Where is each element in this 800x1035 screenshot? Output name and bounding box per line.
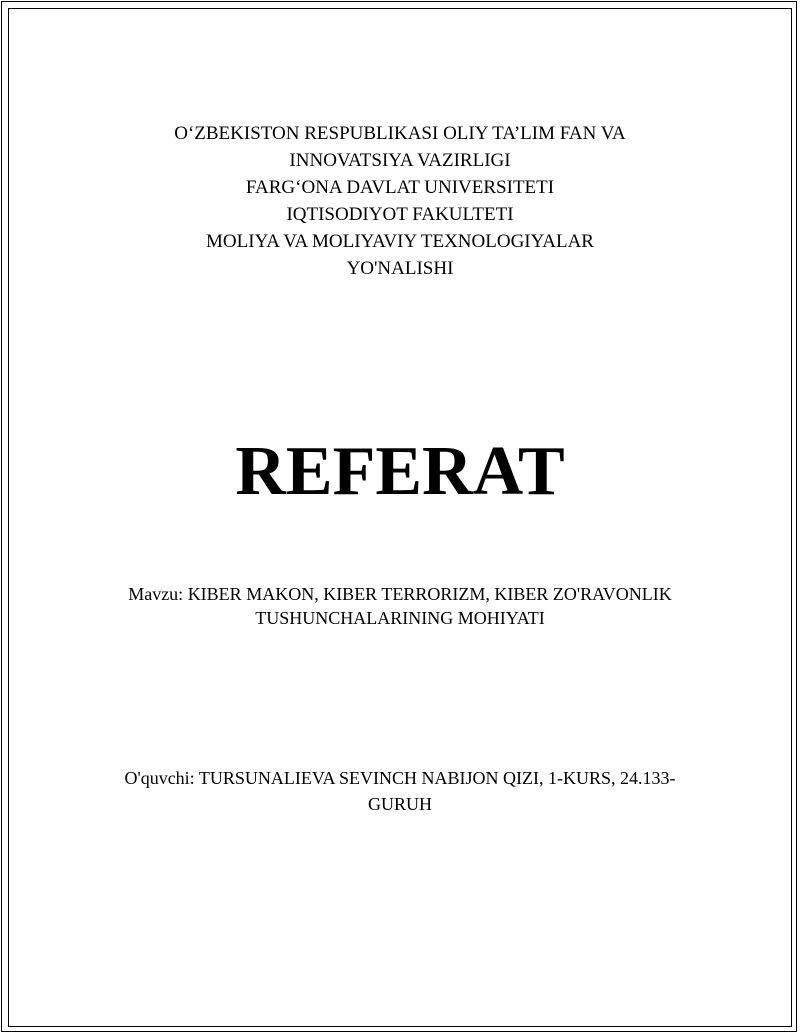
student-line-1: O'quvchi: TURSUNALIEVA SEVINCH NABIJON QIZI, 1-KURS, 24.133- (124, 768, 676, 788)
student-line-2: GURUH (367, 794, 432, 814)
topic-line-1: Mavzu: KIBER MAKON, KIBER TERRORIZM, KIBER ZO'RAVONLIK (128, 584, 672, 604)
header-line-university: FARG‘ONA DAVLAT UNIVERSITETI (245, 177, 555, 198)
header-line-direction-1: MOLIYA VA MOLIYAVIY TEXNOLOGIYALAR (206, 231, 594, 252)
header-line-ministry-1: O‘ZBEKISTON RESPUBLIKASI OLIY TA’LIM FAN VA (174, 123, 626, 144)
header-line-faculty: IQTISODIYOT FAKULTETI (286, 204, 514, 225)
topic-block (80, 582, 720, 630)
student-block (80, 765, 720, 817)
institution-header (100, 120, 700, 282)
header-line-direction-2: YO'NALISHI (346, 258, 454, 279)
document-title: REFERAT (235, 433, 565, 510)
header-line-ministry-2: INNOVATSIYA VAZIRLIGI (289, 150, 511, 171)
topic-line-2: TUSHUNCHALARINING MOHIYATI (255, 608, 545, 628)
